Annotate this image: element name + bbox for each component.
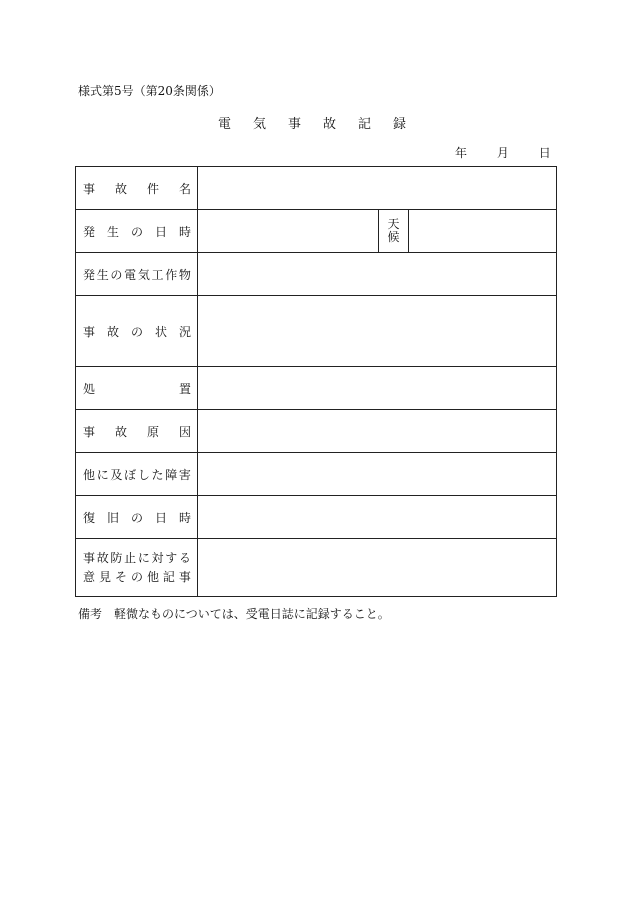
table-row [76,496,557,539]
label-char: 故 [96,550,109,565]
entry-field[interactable] [198,367,557,410]
row-label [76,410,198,453]
label-text [83,380,191,397]
row-label [76,167,198,210]
label-char: の [130,510,143,525]
row-label [76,296,198,367]
label-char: 事 [83,424,96,439]
entry-field[interactable] [198,453,557,496]
entry-field[interactable] [198,410,557,453]
label-char: そ [114,569,127,584]
label-text [83,323,191,340]
label-char: に [96,467,109,482]
label-char: 天 [387,217,400,231]
label-char: 気 [137,267,150,282]
label-char: 候 [387,230,400,244]
date-month-label: 月 [496,146,509,160]
label-char: 防 [110,550,123,565]
table-row [76,453,557,496]
row-label [76,453,198,496]
label-char: 時 [178,510,191,525]
label-char: 意 [83,569,96,584]
label-char: 日 [154,224,167,239]
label-char: し [137,467,150,482]
entry-field[interactable] [198,253,557,296]
table-row [76,167,557,210]
label-char: る [178,550,191,565]
label-text [83,423,191,440]
label-char: 故 [114,424,127,439]
label-char: 発 [83,267,96,282]
label-char: 因 [178,424,191,439]
label-char: 害 [178,467,191,482]
label-text [83,266,191,283]
row-label [76,253,198,296]
label-char: 障 [165,467,178,482]
row-label [76,367,198,410]
label-char: 他 [146,569,159,584]
label-char: 電 [124,267,137,282]
label-char: 記 [162,569,175,584]
label-char: た [151,467,164,482]
label-text [83,466,191,483]
label-char: 作 [165,267,178,282]
label-char: 及 [110,467,123,482]
label-char: 故 [106,324,119,339]
label-char: の [130,569,143,584]
label-char: 日 [154,510,167,525]
weather-label [379,210,409,253]
label-char: 物 [178,267,191,282]
document-title: 電気事故記録 [217,117,428,132]
row-label [76,210,198,253]
label-char: 対 [151,550,164,565]
table-row [76,367,557,410]
entry-field[interactable] [198,296,557,367]
entry-field[interactable] [198,539,557,597]
label-char: 況 [178,324,191,339]
datetime-field[interactable] [198,210,379,253]
label-char: 原 [146,424,159,439]
label-char: 名 [178,181,191,196]
label-char: 件 [146,181,159,196]
label-char: ぼ [124,467,137,482]
label-char: の [130,224,143,239]
label-char: 止 [124,550,137,565]
label-char: 事 [83,324,96,339]
entry-field[interactable] [198,167,557,210]
table-row [76,210,557,253]
label-char: 状 [154,324,167,339]
label-char: 生 [106,224,119,239]
label-char: に [137,550,150,565]
table-row [76,296,557,367]
date-year-label: 年 [455,146,468,160]
label-char: 復 [83,510,96,525]
label-char: 他 [83,467,96,482]
label-text-line1 [83,549,191,568]
form-number: 様式第5号（第20条関係） [78,84,221,98]
label-text-line2 [83,568,191,587]
label-text [83,180,191,197]
label-char: 時 [178,224,191,239]
label-char: 事 [83,181,96,196]
date-line [455,144,551,161]
remarks-note: 備考 軽微なものについては、受電日誌に記録すること。 [78,607,390,621]
label-char: 処 [83,381,96,396]
label-char: 生 [96,267,109,282]
label-char: 工 [151,267,164,282]
label-char: 見 [98,569,111,584]
label-text [83,223,191,240]
entry-field[interactable] [198,496,557,539]
table-row [76,253,557,296]
accident-record-table [75,166,557,597]
label-char: 事 [178,569,191,584]
label-char: す [165,550,178,565]
row-label [76,496,198,539]
table-row [76,410,557,453]
label-char: の [110,267,123,282]
date-day-label: 日 [538,146,551,160]
label-char: 事 [83,550,96,565]
label-char: 旧 [106,510,119,525]
table-row [76,539,557,597]
weather-field[interactable] [409,210,557,253]
row-label [76,539,198,597]
label-char: 故 [114,181,127,196]
label-char: 発 [83,224,96,239]
label-text [83,509,191,526]
label-char: の [130,324,143,339]
label-char: 置 [178,381,191,396]
